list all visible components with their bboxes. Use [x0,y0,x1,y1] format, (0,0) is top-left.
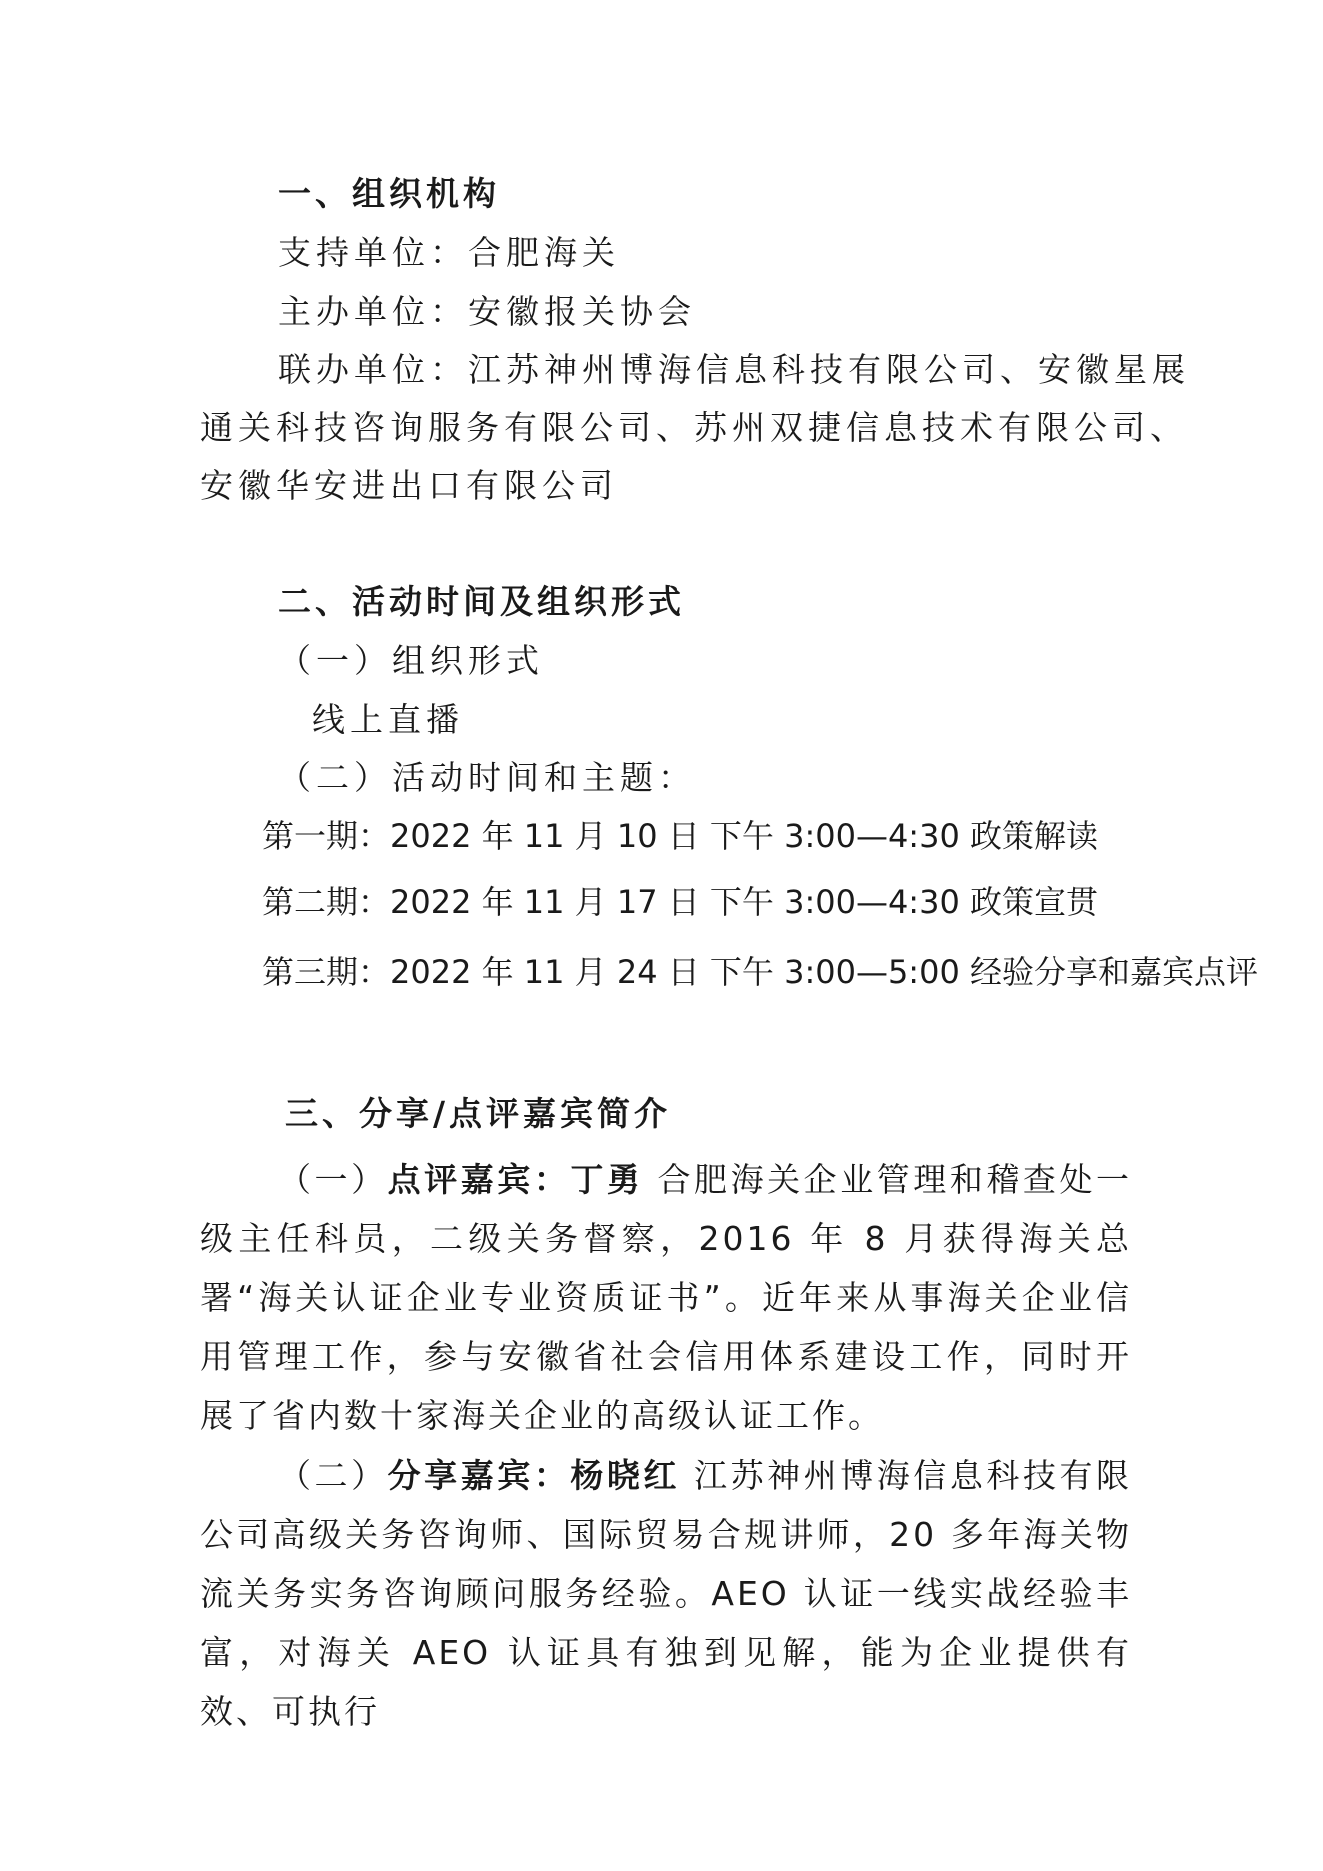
section-heading-guests: 三、分享/点评嘉宾简介 [285,1094,672,1133]
co-organizers-line-2: 通关科技咨询服务有限公司、苏州双捷信息技术有限公司、 [200,408,1188,447]
co-organizers-line-3: 安徽华安进出口有限公司 [200,466,618,505]
guest-2-paragraph [200,1446,1132,1746]
guest-1-paragraph [200,1150,1132,1446]
guest-2-prefix: （二） [278,1456,388,1495]
section-heading-schedule: 二、活动时间及组织形式 [278,582,685,621]
session-1: 第一期：2022 年 11 月 10 日 下午 3:00—4:30 政策解读 [262,817,1098,855]
guest-1-label: 点评嘉宾：丁勇 [387,1160,644,1199]
session-2: 第二期：2022 年 11 月 17 日 下午 3:00—4:30 政策宣贯 [262,883,1098,921]
section-heading-organization: 一、组织机构 [278,174,500,213]
guest-2-description: 江苏神州博海信息科技有限公司高级关务咨询师、国际贸易合规讲师，20 多年海关物流关务实务咨询顾问服务经验。AEO 认证一线实战经验丰富，对海关 AEO 认证具有独到见解，能为企业提供有效、可执行 [200,1456,1133,1731]
guest-2-label: 分享嘉宾：杨晓红 [387,1456,680,1495]
subheading-format: （一）组织形式 [278,641,544,680]
subheading-time-topics: （二）活动时间和主题： [278,758,696,797]
format-value: 线上直播 [312,700,464,739]
co-organizers-line-1: 联办单位：江苏神州博海信息科技有限公司、安徽星展 [278,350,1190,389]
guest-1-description: 合肥海关企业管理和稽查处一级主任科员，二级关务督察，2016 年 8 月获得海关总署“海关认证企业专业资质证书”。近年来从事海关企业信用管理工作，参与安徽省社会信用体系建设工作，同时开展了省内数十家海关企业的高级认证工作。 [200,1160,1133,1435]
guest-1-prefix: （一） [278,1160,388,1199]
support-unit: 支持单位：合肥海关 [278,233,620,272]
session-3: 第三期：2022 年 11 月 24 日 下午 3:00—5:00 经验分享和嘉宾点评 [262,953,1258,991]
host-unit: 主办单位：安徽报关协会 [278,292,696,331]
